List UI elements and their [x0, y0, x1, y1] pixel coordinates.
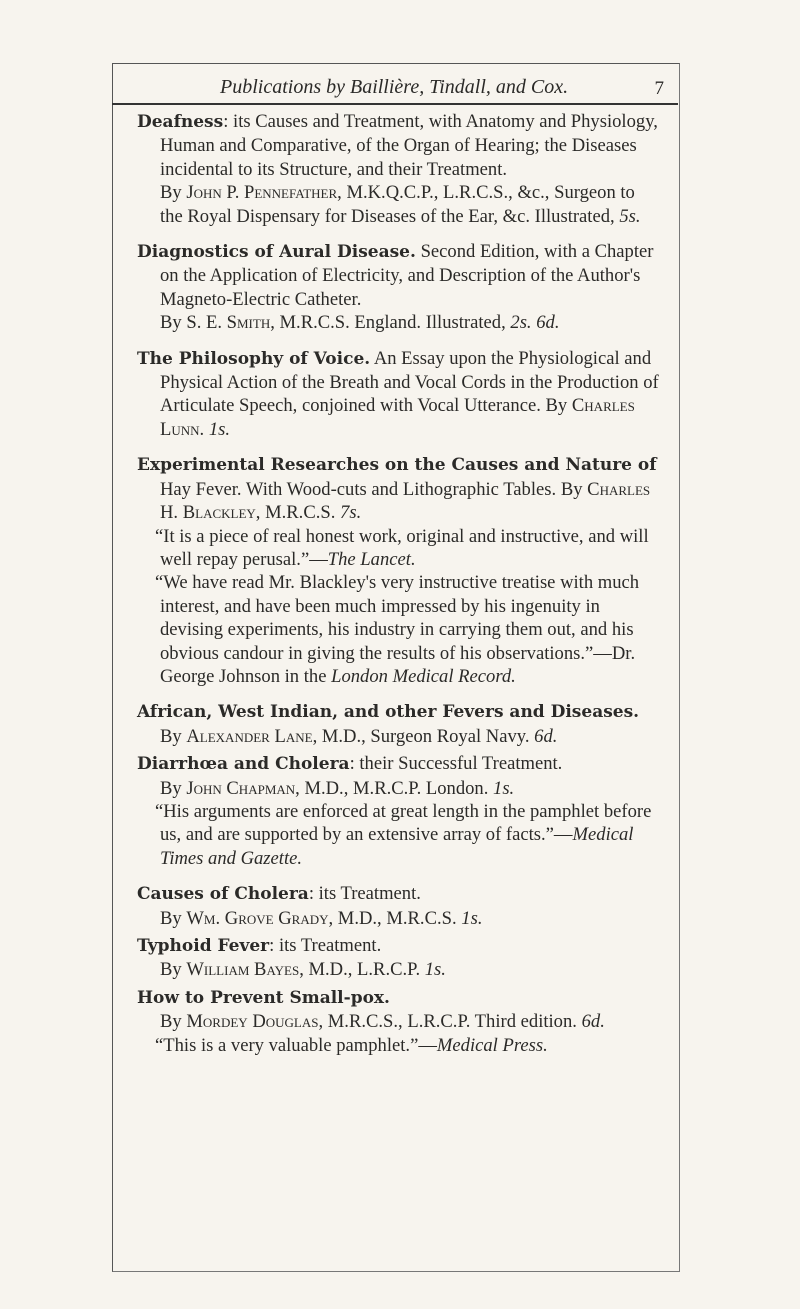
entry-description [137, 700, 659, 724]
entry-title: The Philosophy of Voice. [137, 348, 371, 369]
entry-title: Deafness [137, 112, 224, 132]
entry-description: Typhoid Fever: its Treatment. [137, 935, 382, 956]
review-quote: “His arguments are enforced at great length in the pamphlet before us, and are supported by an extensive array of facts.”—Medical Times and Gazette. [155, 800, 652, 869]
review-quote: “This is a very valuable pamphlet.”—Medical Press. [155, 1034, 548, 1056]
entry-description [137, 453, 659, 477]
quote-source: The Lancet. [327, 548, 416, 570]
quote-source: Medical Press. [436, 1034, 548, 1056]
entry-description: Diagnostics of Aural Disease. Second Edition, with a Chapter on the Application of Electricity, and Description of the Author's Magneto-Electric Catheter. [137, 241, 654, 310]
author-name: Wm. Grove Grady [186, 907, 329, 929]
price: 6d. [534, 725, 558, 747]
author-name: S. E. Smith [186, 312, 271, 334]
price: 1s. [208, 418, 231, 440]
publication-entry [137, 986, 659, 1057]
header-rule [112, 103, 678, 105]
entry-author-line: By John Chapman, M.D., M.R.C.P. London. 1s. [160, 777, 515, 799]
price: 1s. [424, 959, 446, 981]
publication-entry [137, 934, 659, 982]
publication-entry [137, 240, 659, 335]
publication-entry [137, 453, 659, 688]
entry-author-line: Hay Fever. With Wood-cuts and Lithographic Tables. By Charles H. Blackley, M.R.C.S. 7s. [160, 478, 651, 524]
entry-title: How to Prevent Small-pox. [137, 987, 390, 1008]
entry-description: Diarrhœa and Cholera: their Successful Treatment. [137, 753, 563, 775]
entry-description: Deafness: its Causes and Treatment, with Anatomy and Physiology, Human and Comparative, of the Organ of Hearing; the Diseases incidental to its Structure, and their Treatment. [137, 111, 658, 180]
publication-entry [137, 882, 659, 930]
quote-source: Medical Times and Gazette. [160, 824, 634, 869]
publication-entry [137, 347, 659, 442]
entry-author-line: By Alexander Lane, M.D., Surgeon Royal Navy. 6d. [160, 725, 558, 747]
entry-description: Causes of Cholera: its Treatment. [137, 883, 421, 905]
quote-source: London Medical Record. [331, 665, 516, 687]
entry-title: Typhoid Fever [137, 936, 270, 956]
entry-author-line: By Mordey Douglas, M.R.C.S., L.R.C.P. Third edition. 6d. [160, 1011, 605, 1033]
entry-author-line: By John P. Pennefather, M.K.Q.C.P., L.R.C.S., &c., Surgeon to the Royal Dispensary for Diseases of the Ear, &c. Illustrated, 5s. [160, 182, 641, 227]
entry-description [137, 986, 659, 1010]
author-name: John Chapman [186, 777, 296, 799]
author-name: John P. Pennefather [186, 182, 338, 204]
running-title: Publications by Baillière, Tindall, and Cox. [220, 76, 569, 98]
review-quote: “It is a piece of real honest work, original and instructive, and will well repay perusal.”—The Lancet. [155, 525, 649, 570]
author-name: Charles H. Blackley [160, 478, 651, 524]
author-name: Mordey Douglas [186, 1011, 319, 1033]
entry-title: African, West Indian, and other Fevers and Diseases. [137, 702, 640, 723]
entry-description: The Philosophy of Voice. An Essay upon the Physiological and Physical Action of the Breath and Vocal Cords in the Production of Articulate Speech, conjoined with Vocal Utterance. By Charles Lunn. 1s. [137, 347, 659, 440]
entry-title: Causes of Cholera [137, 884, 309, 905]
price: 1s. [493, 777, 515, 799]
author-name: William Bayes [186, 959, 300, 981]
author-name: Alexander Lane [186, 725, 313, 747]
entry-author-line: By William Bayes, M.D., L.R.C.P. 1s. [160, 959, 446, 981]
price: 2s. 6d. [510, 312, 560, 334]
page-number: 7 [654, 78, 664, 99]
entry-author-line: By Wm. Grove Grady, M.D., M.R.C.S. 1s. [160, 907, 483, 929]
review-quote: “We have read Mr. Blackley's very instructive treatise with much interest, and have been much impressed by his ingenuity in devising experiments, his industry in carrying them out, and his obvious candour in giving the results of his observations.”—Dr. George Johnson in the London Medical Record. [155, 572, 640, 687]
entry-title: Experimental Researches on the Causes and Nature of [137, 455, 657, 476]
price: 5s. [619, 205, 641, 227]
entry-title: Diagnostics of Aural Disease. [137, 242, 416, 263]
price: 6d. [581, 1011, 605, 1033]
author-name: Charles Lunn. [160, 395, 635, 440]
entry-title: Diarrhœa and Cholera [137, 754, 350, 775]
publication-entry [137, 110, 659, 228]
price: 1s. [461, 907, 483, 929]
publication-entry [137, 700, 659, 748]
price: 7s. [340, 502, 362, 524]
entry-author-line: By S. E. Smith, M.R.C.S. England. Illustrated, 2s. 6d. [160, 312, 560, 334]
publication-list [137, 110, 659, 1069]
publication-entry [137, 752, 659, 870]
